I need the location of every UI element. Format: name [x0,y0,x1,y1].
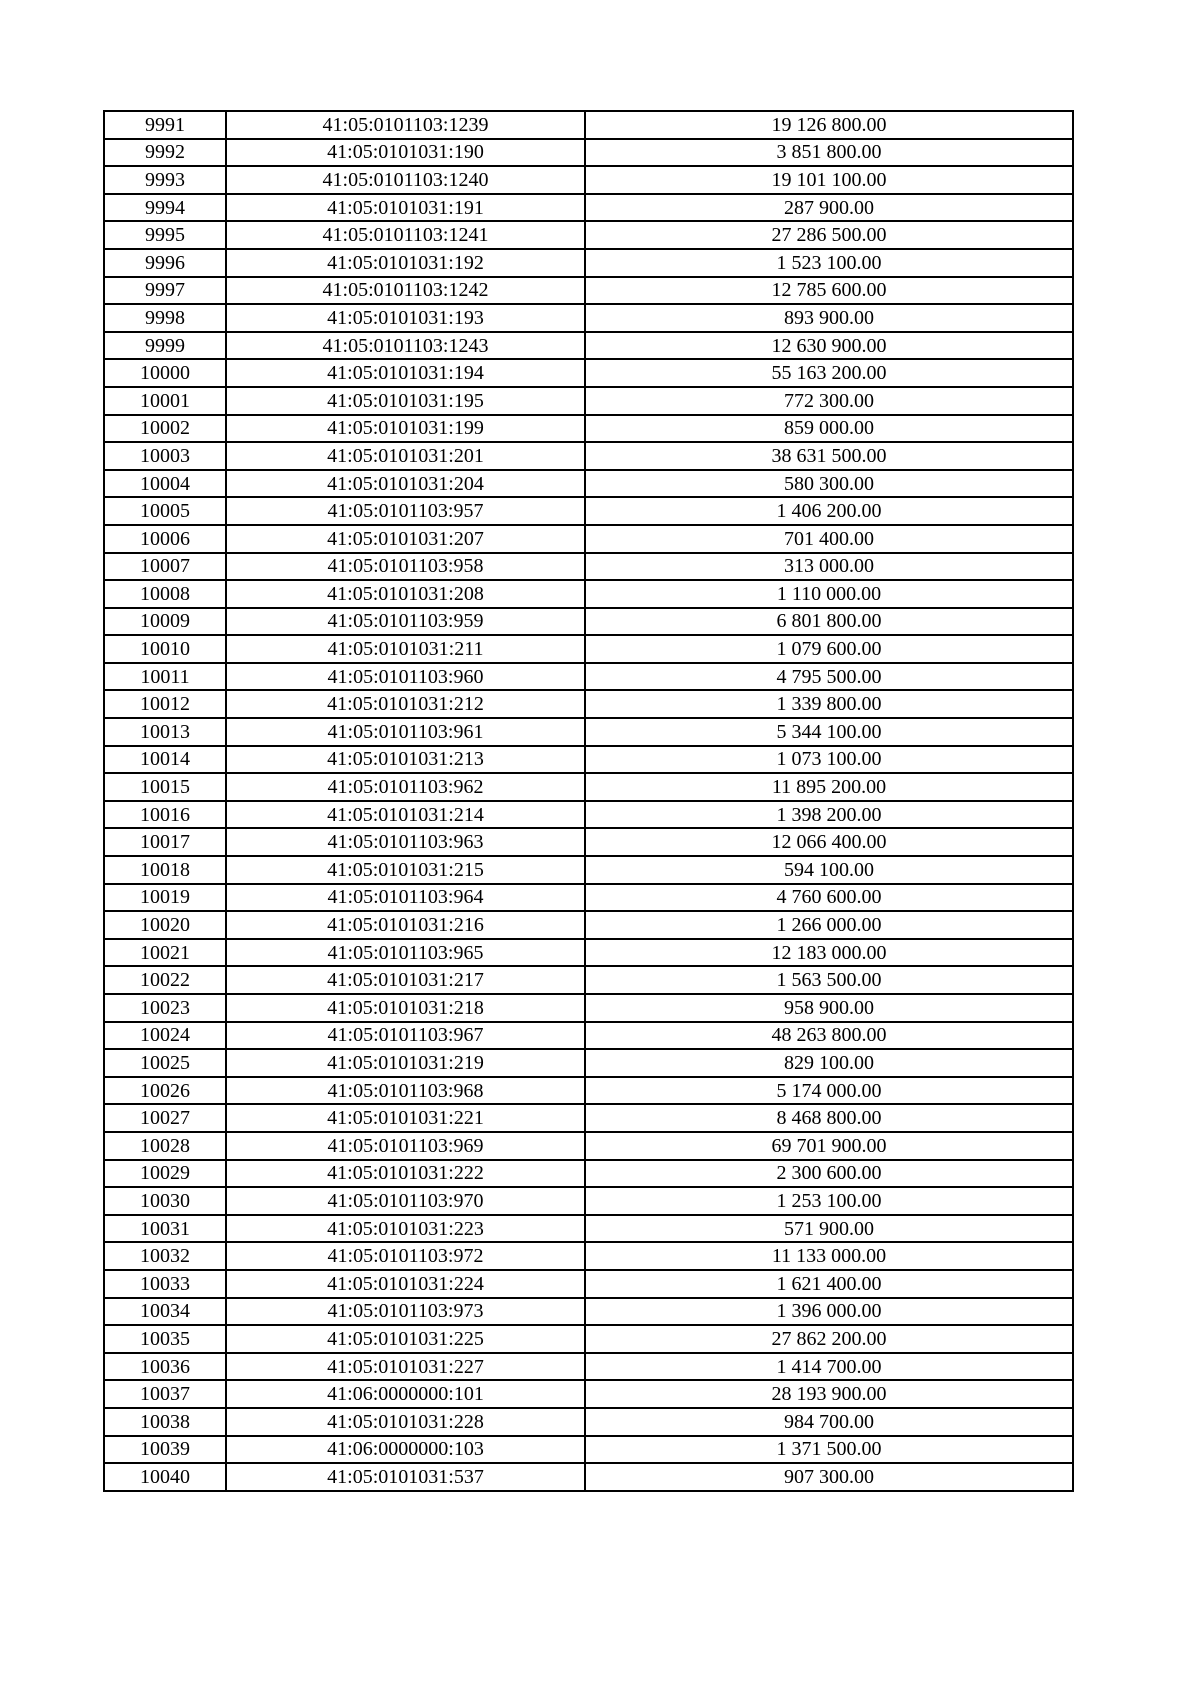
cadastral-number-cell: 41:06:0000000:103 [226,1436,585,1464]
cadastral-number-cell: 41:05:0101031:213 [226,746,585,774]
cadastral-number-cell: 41:05:0101031:537 [226,1463,585,1491]
value-cell: 958 900.00 [585,994,1073,1022]
cadastral-number-cell: 41:05:0101031:191 [226,194,585,222]
cadastral-number-cell: 41:05:0101103:957 [226,497,585,525]
cadastral-number-cell: 41:05:0101103:972 [226,1242,585,1270]
table-row [104,553,1073,581]
value-cell: 1 621 400.00 [585,1270,1073,1298]
cadastral-number-cell: 41:05:0101103:967 [226,1022,585,1050]
table-row [104,994,1073,1022]
value-cell: 1 398 200.00 [585,801,1073,829]
row-number-cell: 10022 [104,966,226,994]
value-cell: 5 174 000.00 [585,1077,1073,1105]
cadastral-number-cell: 41:05:0101031:218 [226,994,585,1022]
table-row [104,415,1073,443]
value-cell: 1 073 100.00 [585,746,1073,774]
table-row [104,1187,1073,1215]
table-row [104,111,1073,139]
table-row [104,690,1073,718]
table-row [104,1353,1073,1381]
table-row [104,1408,1073,1436]
value-cell: 907 300.00 [585,1463,1073,1491]
table-row [104,359,1073,387]
table-row [104,332,1073,360]
table-row [104,221,1073,249]
row-number-cell: 10030 [104,1187,226,1215]
value-cell: 772 300.00 [585,387,1073,415]
cadastral-number-cell: 41:05:0101103:1242 [226,277,585,305]
row-number-cell: 10004 [104,470,226,498]
value-cell: 1 414 700.00 [585,1353,1073,1381]
row-number-cell: 10015 [104,773,226,801]
value-cell: 1 266 000.00 [585,911,1073,939]
value-cell: 4 795 500.00 [585,663,1073,691]
cadastral-number-cell: 41:05:0101103:973 [226,1298,585,1326]
value-cell: 1 371 500.00 [585,1436,1073,1464]
row-number-cell: 9998 [104,304,226,332]
row-number-cell: 10027 [104,1104,226,1132]
cadastral-number-cell: 41:05:0101031:211 [226,635,585,663]
table-row [104,1380,1073,1408]
value-cell: 55 163 200.00 [585,359,1073,387]
cadastral-number-cell: 41:05:0101031:204 [226,470,585,498]
table-row [104,1049,1073,1077]
table-row [104,497,1073,525]
row-number-cell: 9996 [104,249,226,277]
value-cell: 1 563 500.00 [585,966,1073,994]
table-row [104,663,1073,691]
value-cell: 38 631 500.00 [585,442,1073,470]
cadastral-number-cell: 41:06:0000000:101 [226,1380,585,1408]
table-row [104,442,1073,470]
row-number-cell: 10021 [104,939,226,967]
table-row [104,194,1073,222]
cadastral-number-cell: 41:05:0101031:195 [226,387,585,415]
row-number-cell: 10012 [104,690,226,718]
table-row [104,635,1073,663]
value-cell: 1 253 100.00 [585,1187,1073,1215]
cadastral-number-cell: 41:05:0101103:959 [226,608,585,636]
value-cell: 580 300.00 [585,470,1073,498]
row-number-cell: 10006 [104,525,226,553]
cadastral-number-cell: 41:05:0101031:227 [226,1353,585,1381]
value-cell: 12 630 900.00 [585,332,1073,360]
table-row [104,966,1073,994]
cadastral-number-cell: 41:05:0101031:212 [226,690,585,718]
row-number-cell: 10034 [104,1298,226,1326]
row-number-cell: 10026 [104,1077,226,1105]
table-row [104,304,1073,332]
cadastral-number-cell: 41:05:0101031:194 [226,359,585,387]
cadastral-number-cell: 41:05:0101031:217 [226,966,585,994]
row-number-cell: 10035 [104,1325,226,1353]
value-cell: 4 760 600.00 [585,884,1073,912]
cadastral-number-cell: 41:05:0101031:192 [226,249,585,277]
table-row [104,1215,1073,1243]
row-number-cell: 10009 [104,608,226,636]
row-number-cell: 10037 [104,1380,226,1408]
cadastral-number-cell: 41:05:0101031:221 [226,1104,585,1132]
row-number-cell: 10008 [104,580,226,608]
row-number-cell: 10018 [104,856,226,884]
table-row [104,1104,1073,1132]
value-cell: 12 183 000.00 [585,939,1073,967]
table-row [104,1160,1073,1188]
row-number-cell: 10036 [104,1353,226,1381]
value-cell: 27 286 500.00 [585,221,1073,249]
row-number-cell: 10023 [104,994,226,1022]
row-number-cell: 10029 [104,1160,226,1188]
table-row [104,746,1073,774]
value-cell: 829 100.00 [585,1049,1073,1077]
table-body [104,111,1073,1491]
row-number-cell: 10016 [104,801,226,829]
cadastral-number-cell: 41:05:0101103:1239 [226,111,585,139]
cadastral-number-cell: 41:05:0101031:207 [226,525,585,553]
value-cell: 19 101 100.00 [585,166,1073,194]
row-number-cell: 10028 [104,1132,226,1160]
table-row [104,277,1073,305]
cadastral-number-cell: 41:05:0101103:960 [226,663,585,691]
cadastral-number-cell: 41:05:0101103:965 [226,939,585,967]
value-cell: 1 339 800.00 [585,690,1073,718]
table-row [104,1132,1073,1160]
row-number-cell: 10002 [104,415,226,443]
table-row [104,1022,1073,1050]
row-number-cell: 9997 [104,277,226,305]
row-number-cell: 10010 [104,635,226,663]
value-cell: 8 468 800.00 [585,1104,1073,1132]
row-number-cell: 10017 [104,828,226,856]
value-cell: 28 193 900.00 [585,1380,1073,1408]
table-row [104,828,1073,856]
row-number-cell: 10011 [104,663,226,691]
cadastral-number-cell: 41:05:0101103:958 [226,553,585,581]
table-row [104,773,1073,801]
table-row [104,939,1073,967]
cadastral-number-cell: 41:05:0101031:224 [226,1270,585,1298]
row-number-cell: 10014 [104,746,226,774]
table-row [104,608,1073,636]
table-row [104,1298,1073,1326]
row-number-cell: 10040 [104,1463,226,1491]
value-cell: 6 801 800.00 [585,608,1073,636]
row-number-cell: 10038 [104,1408,226,1436]
row-number-cell: 10039 [104,1436,226,1464]
value-cell: 1 406 200.00 [585,497,1073,525]
value-cell: 2 300 600.00 [585,1160,1073,1188]
cadastral-number-cell: 41:05:0101031:208 [226,580,585,608]
value-cell: 27 862 200.00 [585,1325,1073,1353]
table-row [104,1242,1073,1270]
row-number-cell: 9994 [104,194,226,222]
table-row [104,139,1073,167]
row-number-cell: 9999 [104,332,226,360]
value-cell: 984 700.00 [585,1408,1073,1436]
cadastral-number-cell: 41:05:0101103:968 [226,1077,585,1105]
cadastral-number-cell: 41:05:0101031:216 [226,911,585,939]
row-number-cell: 10025 [104,1049,226,1077]
row-number-cell: 9992 [104,139,226,167]
row-number-cell: 10032 [104,1242,226,1270]
cadastral-number-cell: 41:05:0101031:222 [226,1160,585,1188]
cadastral-number-cell: 41:05:0101031:223 [226,1215,585,1243]
table-row [104,580,1073,608]
cadastral-number-cell: 41:05:0101031:214 [226,801,585,829]
cadastral-number-cell: 41:05:0101031:219 [226,1049,585,1077]
cadastral-number-cell: 41:05:0101103:963 [226,828,585,856]
table-row [104,911,1073,939]
value-cell: 12 066 400.00 [585,828,1073,856]
cadastral-number-cell: 41:05:0101031:225 [226,1325,585,1353]
cadastral-value-table [103,110,1074,1492]
cadastral-number-cell: 41:05:0101103:970 [226,1187,585,1215]
value-cell: 48 263 800.00 [585,1022,1073,1050]
row-number-cell: 10024 [104,1022,226,1050]
row-number-cell: 10000 [104,359,226,387]
cadastral-number-cell: 41:05:0101103:1241 [226,221,585,249]
cadastral-number-cell: 41:05:0101031:215 [226,856,585,884]
value-cell: 1 396 000.00 [585,1298,1073,1326]
value-cell: 287 900.00 [585,194,1073,222]
value-cell: 701 400.00 [585,525,1073,553]
row-number-cell: 9993 [104,166,226,194]
cadastral-number-cell: 41:05:0101031:228 [226,1408,585,1436]
cadastral-number-cell: 41:05:0101031:193 [226,304,585,332]
value-cell: 859 000.00 [585,415,1073,443]
row-number-cell: 10020 [104,911,226,939]
table-row [104,1325,1073,1353]
value-cell: 11 895 200.00 [585,773,1073,801]
row-number-cell: 9995 [104,221,226,249]
cadastral-number-cell: 41:05:0101031:199 [226,415,585,443]
table-row [104,1463,1073,1491]
row-number-cell: 10001 [104,387,226,415]
value-cell: 893 900.00 [585,304,1073,332]
table-row [104,884,1073,912]
table-row [104,1077,1073,1105]
value-cell: 1 079 600.00 [585,635,1073,663]
value-cell: 5 344 100.00 [585,718,1073,746]
value-cell: 594 100.00 [585,856,1073,884]
table-row [104,166,1073,194]
row-number-cell: 10003 [104,442,226,470]
row-number-cell: 10031 [104,1215,226,1243]
value-cell: 1 110 000.00 [585,580,1073,608]
cadastral-number-cell: 41:05:0101103:1240 [226,166,585,194]
value-cell: 69 701 900.00 [585,1132,1073,1160]
value-cell: 19 126 800.00 [585,111,1073,139]
value-cell: 11 133 000.00 [585,1242,1073,1270]
table-row [104,525,1073,553]
table-row [104,1436,1073,1464]
table-row [104,718,1073,746]
value-cell: 12 785 600.00 [585,277,1073,305]
table-row [104,1270,1073,1298]
row-number-cell: 10019 [104,884,226,912]
row-number-cell: 10005 [104,497,226,525]
table-row [104,856,1073,884]
cadastral-number-cell: 41:05:0101103:969 [226,1132,585,1160]
cadastral-number-cell: 41:05:0101031:201 [226,442,585,470]
cadastral-number-cell: 41:05:0101103:1243 [226,332,585,360]
value-cell: 571 900.00 [585,1215,1073,1243]
value-cell: 3 851 800.00 [585,139,1073,167]
table-row [104,801,1073,829]
row-number-cell: 9991 [104,111,226,139]
row-number-cell: 10033 [104,1270,226,1298]
cadastral-number-cell: 41:05:0101031:190 [226,139,585,167]
row-number-cell: 10013 [104,718,226,746]
table-row [104,249,1073,277]
table-row [104,470,1073,498]
cadastral-number-cell: 41:05:0101103:961 [226,718,585,746]
value-cell: 1 523 100.00 [585,249,1073,277]
table-row [104,387,1073,415]
cadastral-number-cell: 41:05:0101103:964 [226,884,585,912]
cadastral-number-cell: 41:05:0101103:962 [226,773,585,801]
row-number-cell: 10007 [104,553,226,581]
value-cell: 313 000.00 [585,553,1073,581]
